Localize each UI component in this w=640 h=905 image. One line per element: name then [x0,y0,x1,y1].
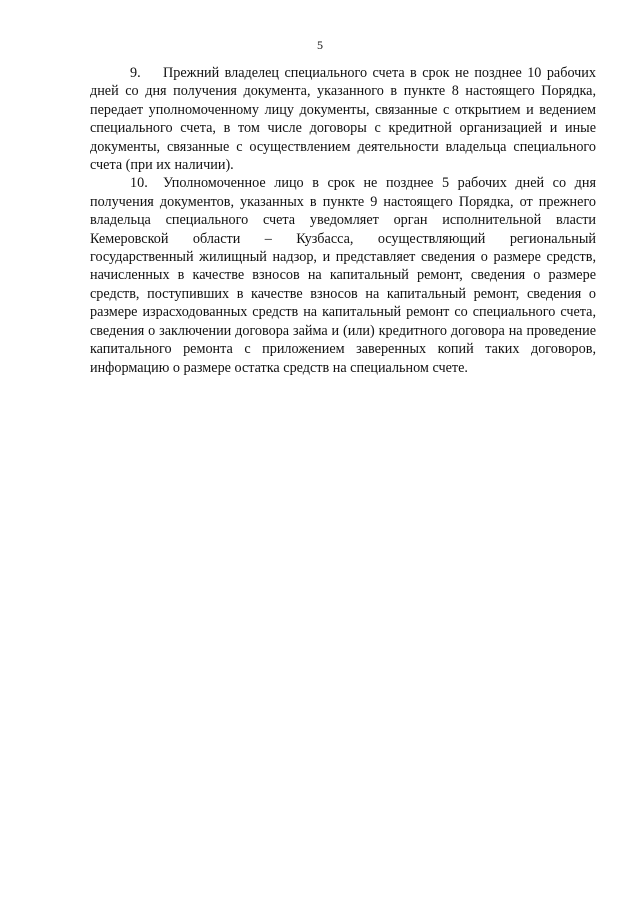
paragraph-9 [90,64,596,174]
paragraph-10 [90,174,596,376]
paragraph-text: Уполномоченное лицо в срок не позднее 5 рабочих дней со дня получения документов, указанных в пункте 9 настоящего Порядка, от прежнего владельца специального счета уведомляет орган исполнительной власти Кемеровской области – Кузбасса, осуществляющий региональный государственный жилищный надзор, и представляет сведения о размере средств, начисленных в качестве взносов на капитальный ремонт, сведения о размере средств, поступивших в качестве взносов на капитальный ремонт, сведения о размере израсходованных средств на капитальный ремонт со специального счета, сведения о заключении договора займа и (или) кредитного договора на проведение капитального ремонта с приложением заверенных копий таких договоров, информацию о размере остатка средств на специальном счете. [90,175,596,376]
paragraph-number: 10. [130,175,148,192]
paragraph-number: 9. [130,65,141,81]
document-body [90,64,596,377]
page-number: 5 [317,38,323,52]
paragraph-text: Прежний владелец специального счета в срок не позднее 10 рабочих дней со дня получения документа, указанного в пункте 8 настоящего Порядка, передает уполномоченному лицу документы, связанные с открытием и ведением специального счета, в том числе договоры с кредитной организацией и иные документы, связанные с осуществлением деятельности владельца специального счета (при их наличии). [90,65,596,174]
